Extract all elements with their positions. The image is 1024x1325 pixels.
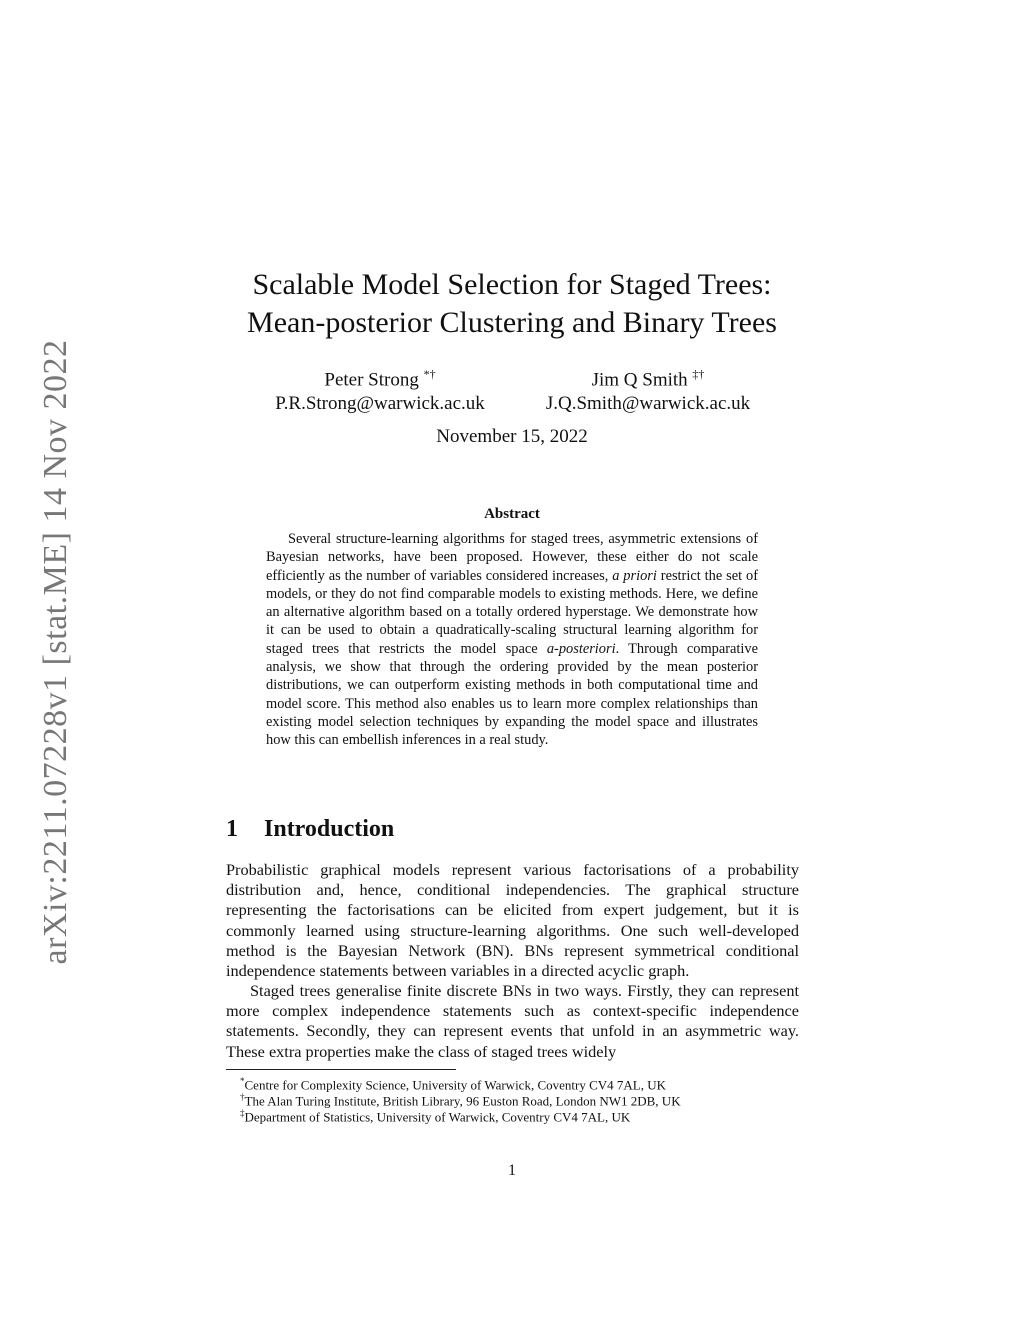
author-email[interactable]: J.Q.Smith@warwick.ac.uk (545, 393, 751, 415)
footnote-mark: * (240, 1076, 245, 1086)
author-marks: ‡† (692, 367, 705, 381)
abstract-heading: Abstract (484, 506, 540, 522)
title-line-1: Scalable Model Selection for Staged Trees: (252, 268, 772, 301)
footnote-mark: † (240, 1092, 245, 1102)
abstract-text: . Through comparative analysis, we show that through the ordering provided by the mean posterior distributions, we can outperform existing methods in both computational time and model score. This method also enables us to learn more complex relationships than existing model selection techniques by expanding the model space and illustrates how this can embellish inferences in a real study. (266, 640, 758, 749)
footnote-text: Centre for Complexity Science, University of Warwick, Coventry CV4 7AL, UK (244, 1077, 666, 1093)
arxiv-identifier[interactable]: arXiv:2211.07228v1 [stat.ME] 14 Nov 2022 (37, 339, 74, 965)
page-number: 1 (508, 1162, 516, 1179)
author-email[interactable]: P.R.Strong@warwick.ac.uk (275, 393, 485, 415)
abstract-emphasis: a priori (612, 567, 657, 584)
abstract-text: Several structure-learning algorithms for staged trees, asymmetric extensions of Bayesian networks, have been proposed. However, these either do not scale efficiently as the number of variables considered increases, (266, 531, 758, 584)
abstract-emphasis: a-posteriori (546, 640, 616, 657)
footnote-text: The Alan Turing Institute, British Library, 96 Euston Road, London NW1 2DB, UK (244, 1093, 681, 1109)
author-marks: *† (423, 367, 436, 381)
footnote (240, 1105, 630, 1125)
author-name: Jim Q Smith (591, 369, 688, 391)
section-number: 1 (226, 816, 238, 842)
abstract-body (266, 530, 758, 750)
footnote-text: Department of Statistics, University of Warwick, Coventry CV4 7AL, UK (244, 1109, 631, 1125)
publication-date: November 15, 2022 (436, 426, 588, 447)
section-heading (226, 816, 394, 843)
section-title: Introduction (264, 816, 395, 842)
body-paragraph: Staged trees generalise finite discrete BNs in two ways. Firstly, they can represent more complex independence statements such as context-specific independence statements. Secondly, they can represent events that unfold in an asymmetric way. These extra properties make the class of staged trees widely (226, 981, 799, 1061)
abstract-text: restrict the set of models, or they do not find comparable models to existing methods. Here, we define an alternative algorithm based on a totally ordered hyperstage. We demonstrate how it can be used to obtain a quadratically-scaling structural learning algorithm for staged trees that restricts the model space (266, 567, 758, 657)
author-block-1 (262, 362, 498, 416)
footnote-rule (226, 1069, 456, 1070)
footnote-mark: ‡ (240, 1108, 245, 1118)
author-block-2 (532, 362, 764, 416)
paper-title (200, 266, 824, 342)
arxiv-sidebar (0, 0, 80, 1325)
title-line-2: Mean-posterior Clustering and Binary Trees (247, 306, 777, 339)
author-name: Peter Strong (324, 369, 419, 391)
body-paragraph: Probabilistic graphical models represent various factorisations of a probability distribution and, hence, conditional independencies. The graphical structure representing the factorisations can be elicited from expert judgement, but it is commonly learned using structure-learning algorithms. One such well-developed method is the Bayesian Network (BN). BNs represent symmetrical conditional independence statements between variables in a directed acyclic graph. (226, 860, 799, 981)
